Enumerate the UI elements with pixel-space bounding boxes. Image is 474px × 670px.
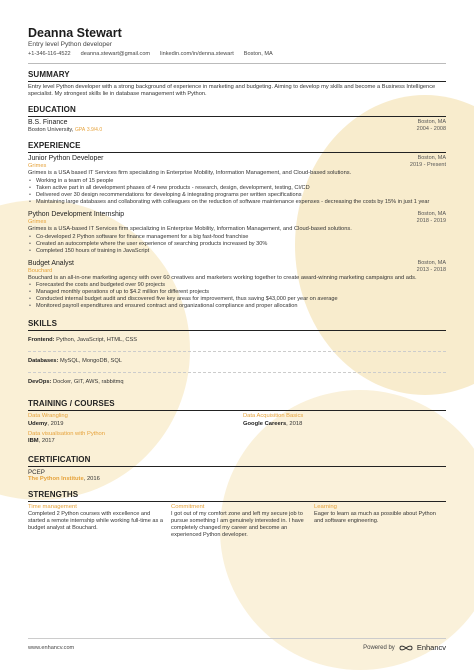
strength-desc: I got out of my comfort zone and left my secure job to pursue something I am genuinely interested in. I have completely changed my career and become an experienced Python developer. [171, 511, 304, 539]
course-year: , 2019 [47, 420, 64, 427]
summary-text: Entry level Python developer with a strong background of experience in marketing and budgeting. Aiming to develop my skills and become a Business Intelligence specialist. My strongest skills lie in database management with Python. [28, 84, 436, 98]
course-item [28, 431, 243, 449]
course-item [243, 413, 443, 431]
job-bullet: • Maintaining large databases and collaborating with colleagues on the reduction of software maintenance expenses - decreasing the costs by 15% in just 1 year [36, 199, 446, 206]
job-location: Boston, MA [417, 259, 446, 266]
job-entry [28, 260, 446, 311]
course-org: Udemy [28, 420, 48, 427]
education-entry [28, 119, 446, 135]
job-role: Junior Python Developer [28, 154, 104, 162]
education-dates: 2004 - 2008 [416, 125, 446, 132]
skill-value: Docker, GIT, AWS, rabbitmq [52, 379, 124, 386]
job-bullet: • Delivered over 30 design recommendations for developing & integrating programs per written specifications [36, 192, 446, 199]
candidate-headline: Entry level Python developer [28, 41, 112, 48]
certification-name: PCEP [28, 469, 45, 477]
enhancv-logo-icon [399, 644, 413, 652]
skill-label: Databases: [28, 358, 59, 365]
job-bullet: • Conducted internal budget audit and discovered five key areas for improvement, thus saving $43,000 per year on average [36, 296, 446, 303]
course-org: Google Careers [243, 420, 287, 427]
job-description: Bouchard is an all-in-one marketing agency with over 60 creatives and marketers working together to create award-winning marketing campaigns and ads. [28, 275, 417, 282]
skill-line-devops [28, 379, 446, 393]
strengths-title: STRENGTHS [28, 490, 446, 502]
training-title: TRAINING / COURSES [28, 399, 446, 411]
job-dates: 2019 - Present [409, 161, 446, 168]
job-description: Grimes is a USA based IT Services firm specializing in Enterprise Mobility, Information Management, and Cloud-based solutions. [28, 170, 352, 177]
strength-title: Commitment [171, 504, 205, 511]
strength-item [314, 504, 444, 539]
job-location: Boston, MA [417, 154, 446, 161]
job-description: Grimes is a USA-based IT Services firm specializing in Enterprise Mobility, Information Management, and Cloud-based solutions. [28, 226, 352, 233]
job-location: Boston, MA [417, 210, 446, 217]
email[interactable]: deanna.stewart@gmail.com [80, 51, 151, 57]
degree: B.S. Finance [28, 118, 68, 126]
job-bullet: • Created an autocomplete where the user experience of searching products increased by 30% [36, 241, 446, 248]
gpa-value: 3.9 [86, 127, 94, 134]
job-bullet: • Working in a team of 15 people [36, 178, 446, 185]
job-bullets [28, 178, 446, 206]
strength-desc: Completed 2 Python courses with excellence and started a remote internship while working full-time as a budget analyst at Bouchard. [28, 511, 163, 532]
course-title: Data Acquisition Basics [243, 413, 304, 420]
footer-brand [363, 643, 446, 652]
candidate-name: Deanna Stewart [28, 26, 122, 40]
course-org: IBM [28, 438, 39, 445]
strength-item [28, 504, 171, 539]
brand-name[interactable]: Enhancv [416, 643, 446, 652]
job-bullet: • Monitored payroll expenditures and ensured contract and organizational compliance and proper allocation [36, 303, 446, 310]
school-name: Boston University, [28, 127, 74, 134]
course-year: , 2018 [286, 420, 303, 427]
course-item [28, 413, 243, 431]
job-bullet: • Taken active part in all development phases of 4 new products - research, design, development, testing, CI/CD [36, 185, 446, 192]
skill-line-frontend [28, 337, 446, 352]
job-entry [28, 211, 446, 255]
strength-item [171, 504, 314, 539]
job-role: Budget Analyst [28, 259, 74, 267]
job-bullets [28, 234, 446, 255]
strength-title: Time management [28, 504, 77, 511]
certification-title: CERTIFICATION [28, 455, 446, 467]
course-title: Data visualisation with Python [28, 431, 106, 438]
gpa-label: GPA [75, 127, 86, 134]
strength-desc: Eager to learn as much as possible about Python and software engineering. [314, 511, 436, 525]
footer-site-link[interactable]: www.enhancv.com [28, 644, 75, 651]
job-bullet: • Managed monthly operations of up to $4.2 million for different projects [36, 289, 446, 296]
summary-title: SUMMARY [28, 70, 446, 82]
job-company: Bouchard [28, 268, 53, 275]
location: Boston, MA [243, 51, 273, 57]
course-year: , 2017 [38, 438, 55, 445]
skill-value: MySQL, MongoDB, SQL [59, 358, 122, 365]
training-grid [28, 413, 446, 449]
gpa-max: 4.0 [95, 127, 103, 134]
skill-value: Python, JavaScript, HTML, CSS [56, 337, 138, 344]
skill-label: Frontend: [28, 337, 55, 344]
linkedin-link[interactable]: linkedin.com/in/denna.stewart [160, 51, 234, 57]
job-company: Grimes [28, 219, 47, 226]
course-title: Data Wrangling [28, 413, 68, 420]
job-dates: 2013 - 2018 [416, 266, 446, 273]
strengths-grid [28, 504, 446, 539]
experience-title: EXPERIENCE [28, 141, 446, 153]
job-company: Grimes [28, 163, 47, 170]
education-title: EDUCATION [28, 105, 446, 117]
certification-year: , 2016 [83, 476, 100, 483]
school: Boston University, GPA 3.9/4.0 [28, 127, 103, 134]
contact-info [28, 51, 446, 64]
skill-line-databases [28, 358, 446, 373]
job-dates: 2018 - 2019 [416, 217, 446, 224]
skill-label: DevOps: [28, 379, 52, 386]
education-location: Boston, MA [417, 118, 446, 125]
job-entry [28, 155, 446, 206]
certification-org: The Python Institute [28, 476, 84, 483]
phone[interactable]: +1-346-116-4522 [28, 51, 71, 57]
job-bullet: • Completed 150 hours of training in JavaScript [36, 248, 446, 255]
job-bullet: • Forecasted the costs and budgeted over 90 projects [36, 282, 446, 289]
footer [28, 638, 446, 652]
skills-title: SKILLS [28, 319, 446, 331]
powered-by-text: Powered by [363, 644, 395, 651]
job-bullet: • Co-developed 2 Python software for finance management for a big fast-food franchise [36, 234, 446, 241]
job-bullets [28, 282, 446, 310]
strength-title: Learning [314, 504, 337, 511]
job-role: Python Development Internship [28, 210, 125, 218]
